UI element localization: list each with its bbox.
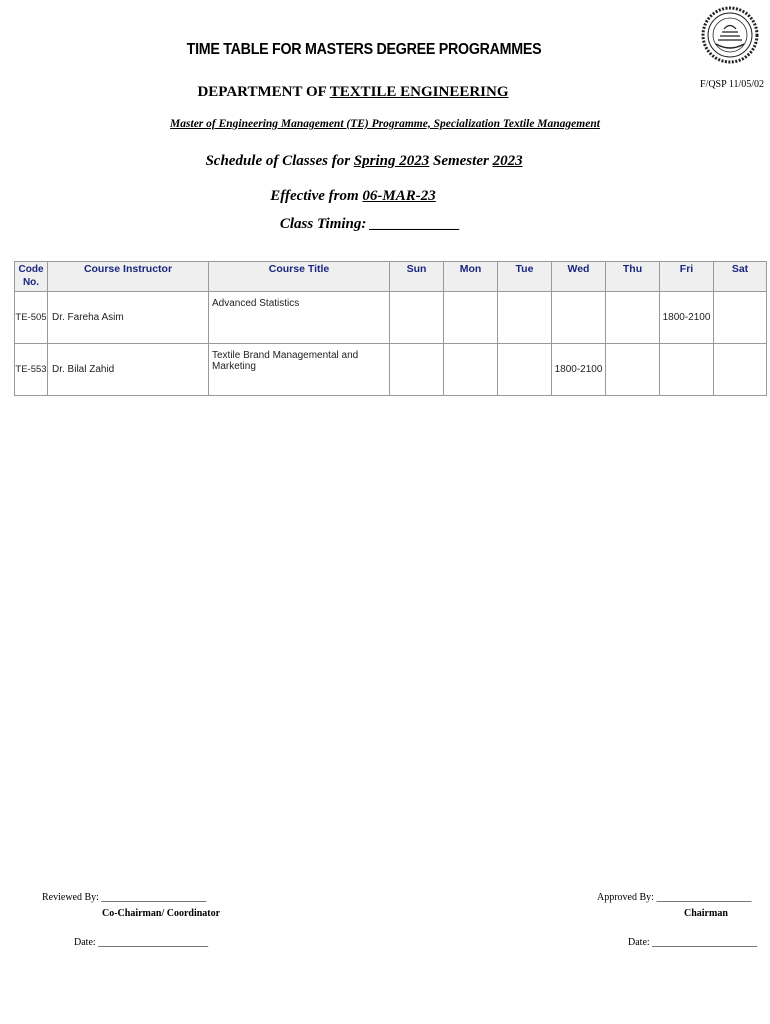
table-row xyxy=(15,344,767,396)
slot-tue xyxy=(498,344,552,396)
column-header: Thu xyxy=(606,262,660,292)
form-code: F/QSP 11/05/02 xyxy=(700,79,764,90)
column-header: Mon xyxy=(444,262,498,292)
programme-name: Master of Engineering Management (TE) Programme, Specialization Textile Management xyxy=(170,118,600,130)
course-instructor: Dr. Bilal Zahid xyxy=(48,344,209,396)
slot-wed xyxy=(552,292,606,344)
slot-mon xyxy=(444,292,498,344)
department-heading xyxy=(0,84,706,101)
approver-role: Chairman xyxy=(684,908,728,919)
university-seal-icon xyxy=(700,2,760,68)
slot-sun xyxy=(390,292,444,344)
schedule-line xyxy=(0,153,728,170)
semester-term: Spring 2023 xyxy=(353,153,430,169)
schedule-prefix: Schedule of Classes for xyxy=(205,153,354,169)
slot-thu xyxy=(606,292,660,344)
effective-prefix: Effective from xyxy=(270,188,363,204)
course-title: Advanced Statistics xyxy=(209,292,390,344)
effective-date: 06-MAR-23 xyxy=(362,188,436,204)
approved-by-line: Approved By: ___________________ xyxy=(597,892,752,903)
page-title: TIME TABLE FOR MASTERS DEGREE PROGRAMMES xyxy=(186,41,542,58)
course-code: TE-505 xyxy=(15,292,48,344)
column-header: Code No. xyxy=(15,262,48,292)
reviewed-by-line: Reviewed By: _____________________ xyxy=(42,892,207,903)
slot-fri xyxy=(660,344,714,396)
course-code: TE-553 xyxy=(15,344,48,396)
reviewed-date-line: Date: ______________________ xyxy=(74,937,209,948)
slot-tue xyxy=(498,292,552,344)
effective-line xyxy=(0,188,706,205)
department-name: TEXTILE ENGINEERING xyxy=(329,84,509,100)
slot-wed: 1800-2100 xyxy=(552,344,606,396)
approved-date-line: Date: _____________________ xyxy=(628,937,758,948)
slot-sat xyxy=(714,344,767,396)
column-header: Fri xyxy=(660,262,714,292)
course-instructor: Dr. Fareha Asim xyxy=(48,292,209,344)
slot-sat xyxy=(714,292,767,344)
column-header: Sun xyxy=(390,262,444,292)
column-header: Course Title xyxy=(209,262,390,292)
course-title: Textile Brand Managemental and Marketing xyxy=(209,344,390,396)
class-timing: Class Timing: ____________ xyxy=(279,216,461,232)
slot-sun xyxy=(390,344,444,396)
column-header: Wed xyxy=(552,262,606,292)
column-header: Course Instructor xyxy=(48,262,209,292)
column-header: Tue xyxy=(498,262,552,292)
slot-thu xyxy=(606,344,660,396)
column-header: Sat xyxy=(714,262,767,292)
semester-year: 2023 xyxy=(492,153,523,169)
slot-mon xyxy=(444,344,498,396)
timetable xyxy=(14,261,767,396)
table-row xyxy=(15,292,767,344)
table-header-row xyxy=(15,262,767,292)
slot-fri: 1800-2100 xyxy=(660,292,714,344)
department-prefix: DEPARTMENT OF xyxy=(197,84,330,100)
reviewer-role: Co-Chairman/ Coordinator xyxy=(102,908,221,919)
semester-word: Semester xyxy=(429,153,493,169)
